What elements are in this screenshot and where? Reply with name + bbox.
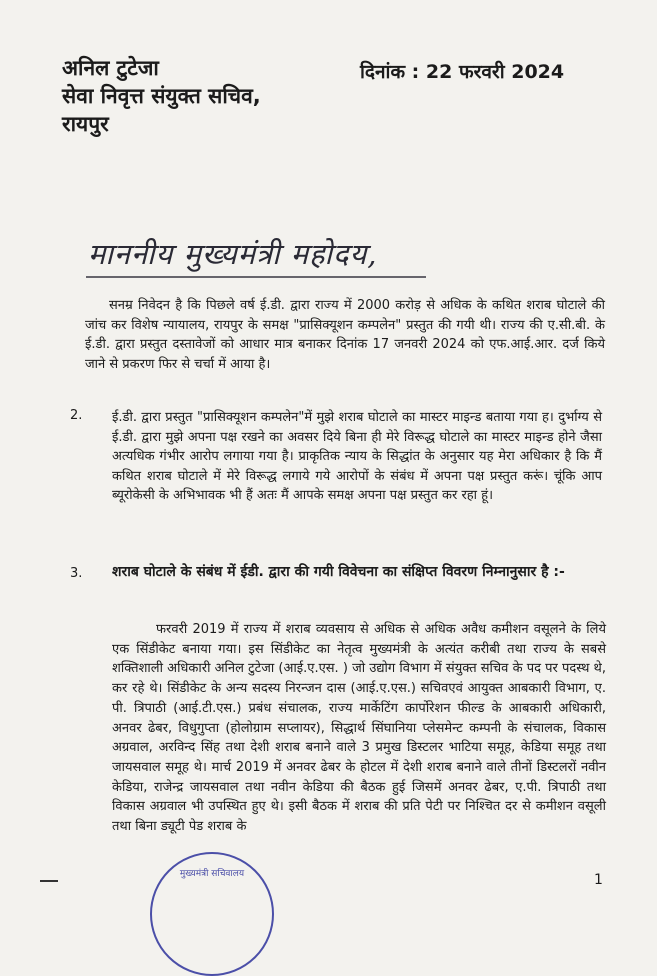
- sender-designation: सेवा निवृत्त संयुक्त सचिव,: [62, 84, 261, 108]
- salutation-handwritten: माननीय मुख्यमंत्री महोदय,: [88, 237, 378, 271]
- office-seal-stamp: [150, 852, 274, 976]
- sender-block: [62, 54, 261, 138]
- letter-date: दिनांक : 22 फरवरी 2024: [360, 61, 565, 83]
- paragraph-3-heading: शराब घोटाले के संबंध में ईडी. द्वारा की गयी विवेचना का संक्षिप्त विवरण निम्नानुसार है :-: [112, 564, 565, 580]
- paragraph-2: ई.डी. द्वारा प्रस्तुत "प्रासिक्यूशन कम्पलेन"में मुझे शराब घोटाले का मास्टर माइन्ड बताया गया ह। दुर्भाग्य से ई.डी. द्वारा मुझे अपना पक्ष रखने का अवसर दिये बिना ही मेरे विरूद्ध घोटाले का मास्टर माइन्ड होने जैसा अत्यधिक गंभीर आरोप लगाया गया है। प्राकृतिक न्याय के सिद्धांत के अनुसार यह मेरा अधिकार है कि मैं कथित शराब घोटाले में मेरे विरूद्ध लगाये गये आरोपों के संबंध में अपना पक्ष प्रस्तुत करूं। चूंकि आप ब्यूरोकेसी के अभिभावक भी हैं अतः मैं आपके समक्ष अपना पक्ष प्रस्तुत कर रहा हूं।: [112, 410, 602, 503]
- paragraph-1: सनम्र निवेदन है कि पिछले वर्ष ई.डी. द्वारा राज्य में 2000 करोड़ से अधिक के कथित शराब घोटाले की जांच कर विशेष न्यायालय, रायपुर के समक्ष "प्रासिक्यूशन कम्पलेन" प्रस्तुत की गयी थी। राज्य की ए.सी.बी. के ई.डी. द्वारा प्रस्तुत दस्तावेजों को आधार मात्र बनाकर दिनांक 17 जनवरी 2024 को एफ.आई.आर. दर्ज किये जाने से प्रकरण फिर से चर्चा में आया है।: [85, 298, 605, 372]
- salutation-underline: [86, 276, 426, 278]
- paragraph-2-number: 2.: [70, 408, 83, 423]
- paragraph-3-number: 3.: [70, 566, 83, 581]
- sender-name: अनिल टुटेजा: [62, 56, 159, 80]
- margin-mark: [40, 880, 58, 882]
- paragraph-3-body: फरवरी 2019 में राज्य में शराब व्यवसाय से अधिक से अधिक अवैध कमीशन वसूलने के लिये एक सिंडीकेट बनाया गया। इस सिंडीकेट का नेतृत्व मुख्यमंत्री के अत्यंत करीबी तथा राज्य के सबसे शक्तिशाली अधिकारी अनिल टुटेजा (आई.ए.एस. ) जो उद्योग विभाग में संयुक्त सचिव के पद पर पदस्थ थे, कर रहे थे। सिंडीकेट के अन्य सदस्य निरन्जन दास (आई.ए.एस.) सचिवएवं आयुक्त आबकारी विभाग, ए. पी. त्रिपाठी (आई.टी.एस.) प्रबंध संचालक, राज्य मार्केटिंग कार्पोरेशन फील्ड के आबकारी अधिकारी, अनवर ढेबर, विधुगुप्ता (होलोग्राम सप्लायर), सिद्धार्थ सिंघानिया प्लेसमेन्ट कम्पनी के संचालक, विकास अग्रवाल, अरविन्द सिंह तथा देशी शराब बनाने वाले 3 प्रमुख डिस्टलर भाटिया समूह, केडिया समूह तथा जायसवाल समूह थे। मार्च 2019 में अनवर ढेबर के होटल में देशी शराब बनाने वाले तीनों डिस्टलरों नवीन केडिया, राजेन्द्र जायसवाल तथा नवीन केडिया की बैठक हुई जिसमें अनवर ढेबर, ए.पी. त्रिपाठी तथा विकास अग्रवाल भी उपस्थित हुए थे। इसी बैठक में शराब की प्रति पेटी पर निश्चित दर से कमीशन वसूली तथा बिना ड्यूटी पेड शराब के: [112, 622, 606, 835]
- seal-text: मुख्यमंत्री सचिवालय: [179, 869, 245, 879]
- sender-city: रायपुर: [62, 112, 109, 136]
- page-number: 1: [594, 872, 603, 888]
